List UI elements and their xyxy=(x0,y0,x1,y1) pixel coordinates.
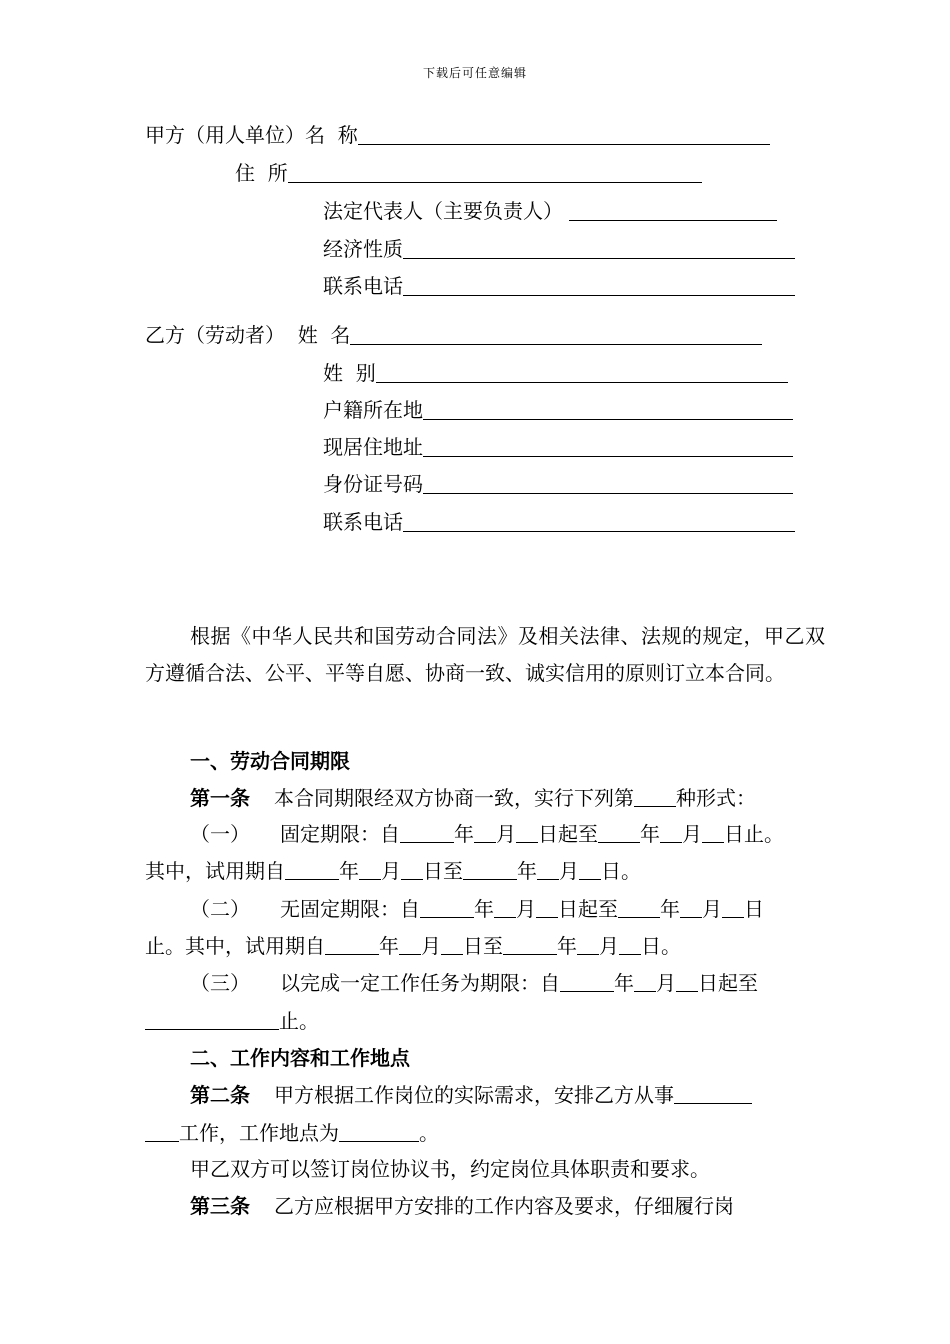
party-b-household-label: 户籍所在地 xyxy=(323,398,423,422)
year-word: 年 xyxy=(454,822,474,846)
opt1-start-year-field[interactable] xyxy=(400,822,454,843)
party-a-nature-row xyxy=(323,236,795,262)
month-word: 月 xyxy=(656,971,676,995)
party-b-id-label: 身份证号码 xyxy=(323,472,423,496)
job-field-part1[interactable] xyxy=(674,1083,752,1104)
article-3-text: 乙方应根据甲方安排的工作内容及要求，仔细履行岗 xyxy=(274,1194,734,1218)
day-word: 日 xyxy=(744,897,764,921)
opt3-start-year-field[interactable] xyxy=(560,971,614,992)
party-a-rep-label: 法定代表人（主要负责人） xyxy=(323,199,563,223)
article-2-label: 第二条 xyxy=(190,1083,250,1107)
party-b-phone-field[interactable] xyxy=(403,509,795,532)
opt2-trial-start-year-field[interactable] xyxy=(325,934,379,955)
year-word: 年 xyxy=(660,897,680,921)
opt2-trial-end-month-field[interactable] xyxy=(577,934,599,955)
option-1-trial-line xyxy=(145,858,641,884)
month-word: 月 xyxy=(381,859,401,883)
party-a-name-field[interactable] xyxy=(358,122,770,145)
opt3-task-end-field[interactable] xyxy=(145,1009,279,1030)
option-2-text: 无固定期限：自 xyxy=(280,897,420,921)
opt1-trial-start-day-field[interactable] xyxy=(401,859,423,880)
article-2-text: 甲方根据工作岗位的实际需求，安排乙方从事 xyxy=(274,1083,674,1107)
header-note: 下载后可任意编辑 xyxy=(422,66,527,80)
opt1-end-year-field[interactable] xyxy=(598,822,640,843)
party-a-rep-field[interactable] xyxy=(569,198,777,221)
option-3-text: 以完成一定工作任务为期限：自 xyxy=(280,971,560,995)
party-b-gender-row xyxy=(323,360,788,386)
party-a-phone-field[interactable] xyxy=(403,273,795,296)
intro-paragraph: 根据《中华人民共和国劳动合同法》及相关法律、法规的规定，甲乙双方遵循合法、公平、平等自愿、协商一致、诚实信用的原则订立本合同。 xyxy=(145,624,825,685)
year-word: 年 xyxy=(614,971,634,995)
article-3-label: 第三条 xyxy=(190,1194,250,1218)
opt1-trial-start-year-field[interactable] xyxy=(285,859,339,880)
party-b-id-field[interactable] xyxy=(423,471,793,494)
day-end-word: 日。 xyxy=(641,934,681,958)
trial-prefix: 其中，试用期自 xyxy=(145,859,285,883)
option-1-label: （一） xyxy=(190,822,250,846)
opt2-start-day-field[interactable] xyxy=(536,897,558,918)
party-a-nature-field[interactable] xyxy=(403,236,795,259)
opt2-end-day-field[interactable] xyxy=(722,897,744,918)
section-1-heading: 一、劳动合同期限 xyxy=(190,749,350,773)
day-to-word: 日至 xyxy=(423,859,463,883)
year-word: 年 xyxy=(474,897,494,921)
stop-end-word: 止。 xyxy=(279,1009,319,1033)
party-a-address-field[interactable] xyxy=(288,160,702,183)
day-stop-word: 日止。 xyxy=(724,822,784,846)
option-3-end-line xyxy=(145,1008,319,1034)
party-b-gender-label: 姓 别 xyxy=(323,361,376,385)
opt1-trial-start-month-field[interactable] xyxy=(359,859,381,880)
article-1-text-end: 种形式： xyxy=(676,786,756,810)
party-b-id-row xyxy=(323,471,793,497)
opt1-trial-end-year-field[interactable] xyxy=(463,859,517,880)
year-word: 年 xyxy=(557,934,577,958)
opt2-trial-start-day-field[interactable] xyxy=(441,934,463,955)
year-word: 年 xyxy=(517,859,537,883)
party-a-phone-row xyxy=(323,273,795,299)
party-a-phone-label: 联系电话 xyxy=(323,274,403,298)
party-a-name-label: 甲方（用人单位）名 称 xyxy=(145,123,358,147)
party-b-current-field[interactable] xyxy=(423,434,793,457)
party-b-phone-row xyxy=(323,509,795,535)
opt2-start-year-field[interactable] xyxy=(420,897,474,918)
party-b-phone-label: 联系电话 xyxy=(323,510,403,534)
year-word: 年 xyxy=(640,822,660,846)
day-from-word: 日起至 xyxy=(558,897,618,921)
day-end-word: 日。 xyxy=(601,859,641,883)
party-a-name-row xyxy=(145,122,770,148)
option-2-label: （二） xyxy=(190,897,250,921)
opt2-trial-end-day-field[interactable] xyxy=(619,934,641,955)
month-word: 月 xyxy=(421,934,441,958)
opt2-trial-start-month-field[interactable] xyxy=(399,934,421,955)
party-b-current-label: 现居住地址 xyxy=(323,435,423,459)
article-2-text-2: 工作，工作地点为 xyxy=(179,1121,339,1145)
form-type-field[interactable] xyxy=(634,786,676,807)
opt1-end-day-field[interactable] xyxy=(702,822,724,843)
opt3-start-day-field[interactable] xyxy=(676,971,698,992)
article-1-text: 本合同期限经双方协商一致，实行下列第 xyxy=(274,786,634,810)
section-2-heading: 二、工作内容和工作地点 xyxy=(190,1046,410,1070)
opt1-end-month-field[interactable] xyxy=(660,822,682,843)
opt2-start-month-field[interactable] xyxy=(494,897,516,918)
month-word: 月 xyxy=(559,859,579,883)
party-b-name-label: 乙方（劳动者） 姓 名 xyxy=(145,323,351,347)
party-a-nature-label: 经济性质 xyxy=(323,237,403,261)
month-word: 月 xyxy=(702,897,722,921)
opt3-start-month-field[interactable] xyxy=(634,971,656,992)
party-a-rep-row xyxy=(323,198,777,224)
opt2-trial-end-year-field[interactable] xyxy=(503,934,557,955)
opt1-trial-end-month-field[interactable] xyxy=(537,859,559,880)
party-b-household-row xyxy=(323,397,793,423)
job-field-part2[interactable] xyxy=(145,1121,179,1142)
article-2-line-2 xyxy=(145,1120,439,1146)
month-word: 月 xyxy=(682,822,702,846)
opt1-trial-end-day-field[interactable] xyxy=(579,859,601,880)
opt2-end-year-field[interactable] xyxy=(618,897,660,918)
option-1-text: 固定期限：自 xyxy=(280,822,400,846)
article-3-line xyxy=(190,1193,734,1219)
section-2-paragraph: 甲乙双方可以签订岗位协议书，约定岗位具体职责和要求。 xyxy=(190,1157,710,1181)
day-from-word: 日起至 xyxy=(698,971,758,995)
month-word: 月 xyxy=(516,897,536,921)
work-location-field[interactable] xyxy=(339,1121,419,1142)
month-word: 月 xyxy=(496,822,516,846)
year-word: 年 xyxy=(379,934,399,958)
party-b-gender-field[interactable] xyxy=(376,360,788,383)
day-to-word: 日至 xyxy=(463,934,503,958)
party-a-address-label: 住 所 xyxy=(235,161,288,185)
article-2-line xyxy=(190,1082,752,1108)
party-b-name-row xyxy=(145,322,762,348)
option-2-trial-line xyxy=(145,933,681,959)
option-3-label: （三） xyxy=(190,971,250,995)
opt1-start-month-field[interactable] xyxy=(474,822,496,843)
party-b-name-field[interactable] xyxy=(350,322,762,345)
stop-trial-prefix: 止。其中，试用期自 xyxy=(145,934,325,958)
article-1-line xyxy=(190,785,756,811)
party-b-household-field[interactable] xyxy=(423,397,793,420)
opt1-start-day-field[interactable] xyxy=(516,822,538,843)
option-1-line xyxy=(190,821,784,847)
party-a-address-row xyxy=(235,160,702,186)
month-word: 月 xyxy=(599,934,619,958)
party-b-current-row xyxy=(323,434,793,460)
opt2-end-month-field[interactable] xyxy=(680,897,702,918)
year-word: 年 xyxy=(339,859,359,883)
option-3-line xyxy=(190,970,758,996)
article-2-period: 。 xyxy=(419,1121,439,1145)
option-2-line xyxy=(190,896,764,922)
article-1-label: 第一条 xyxy=(190,786,250,810)
day-from-word: 日起至 xyxy=(538,822,598,846)
